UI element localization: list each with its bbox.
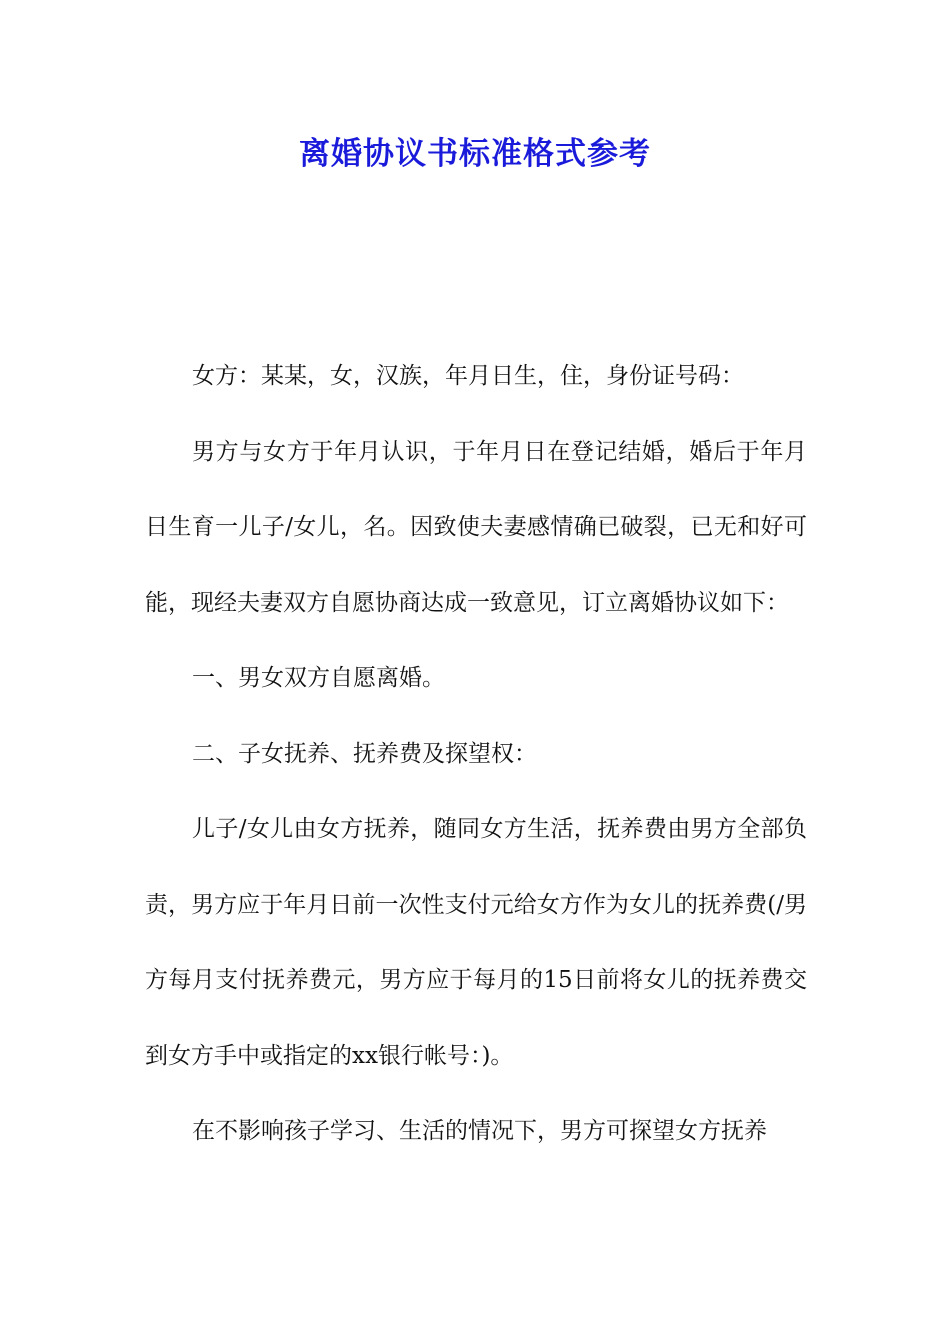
paragraph-marriage-background: 男方与女方于年月认识，于年月日在登记结婚，婚后于年月日生育一儿子/女儿，名。因致使夫妻感情确已破裂，已无和好可能，现经夫妻双方自愿协商达成一致意见，订立离婚协议如下： xyxy=(145,438,807,616)
paragraph-clause-2-heading: 二、子女抚养、抚养费及探望权： xyxy=(192,740,537,767)
document-body xyxy=(145,339,807,1170)
paragraph-clause-1: 一、男女双方自愿离婚。 xyxy=(192,665,445,691)
paragraph-party-info: 女方：某某，女，汉族，年月日生，住，身份证号码： xyxy=(192,363,744,389)
paragraph-child-support: 儿子/女儿由女方抚养，随同女方生活，抚养费由男方全部负责，男方应于年月日前一次性支付元给女方作为女儿的抚养费(/男方每月支付抚养费元，男方应于每月的15日前将女儿的抚养费交到女方手中或指定的xx银行帐号：)。 xyxy=(145,816,807,1069)
document-title: 离婚协议书标准格式参考 xyxy=(299,136,651,172)
paragraph-visitation: 在不影响孩子学习、生活的情况下，男方可探望女方抚养 xyxy=(192,1118,767,1144)
